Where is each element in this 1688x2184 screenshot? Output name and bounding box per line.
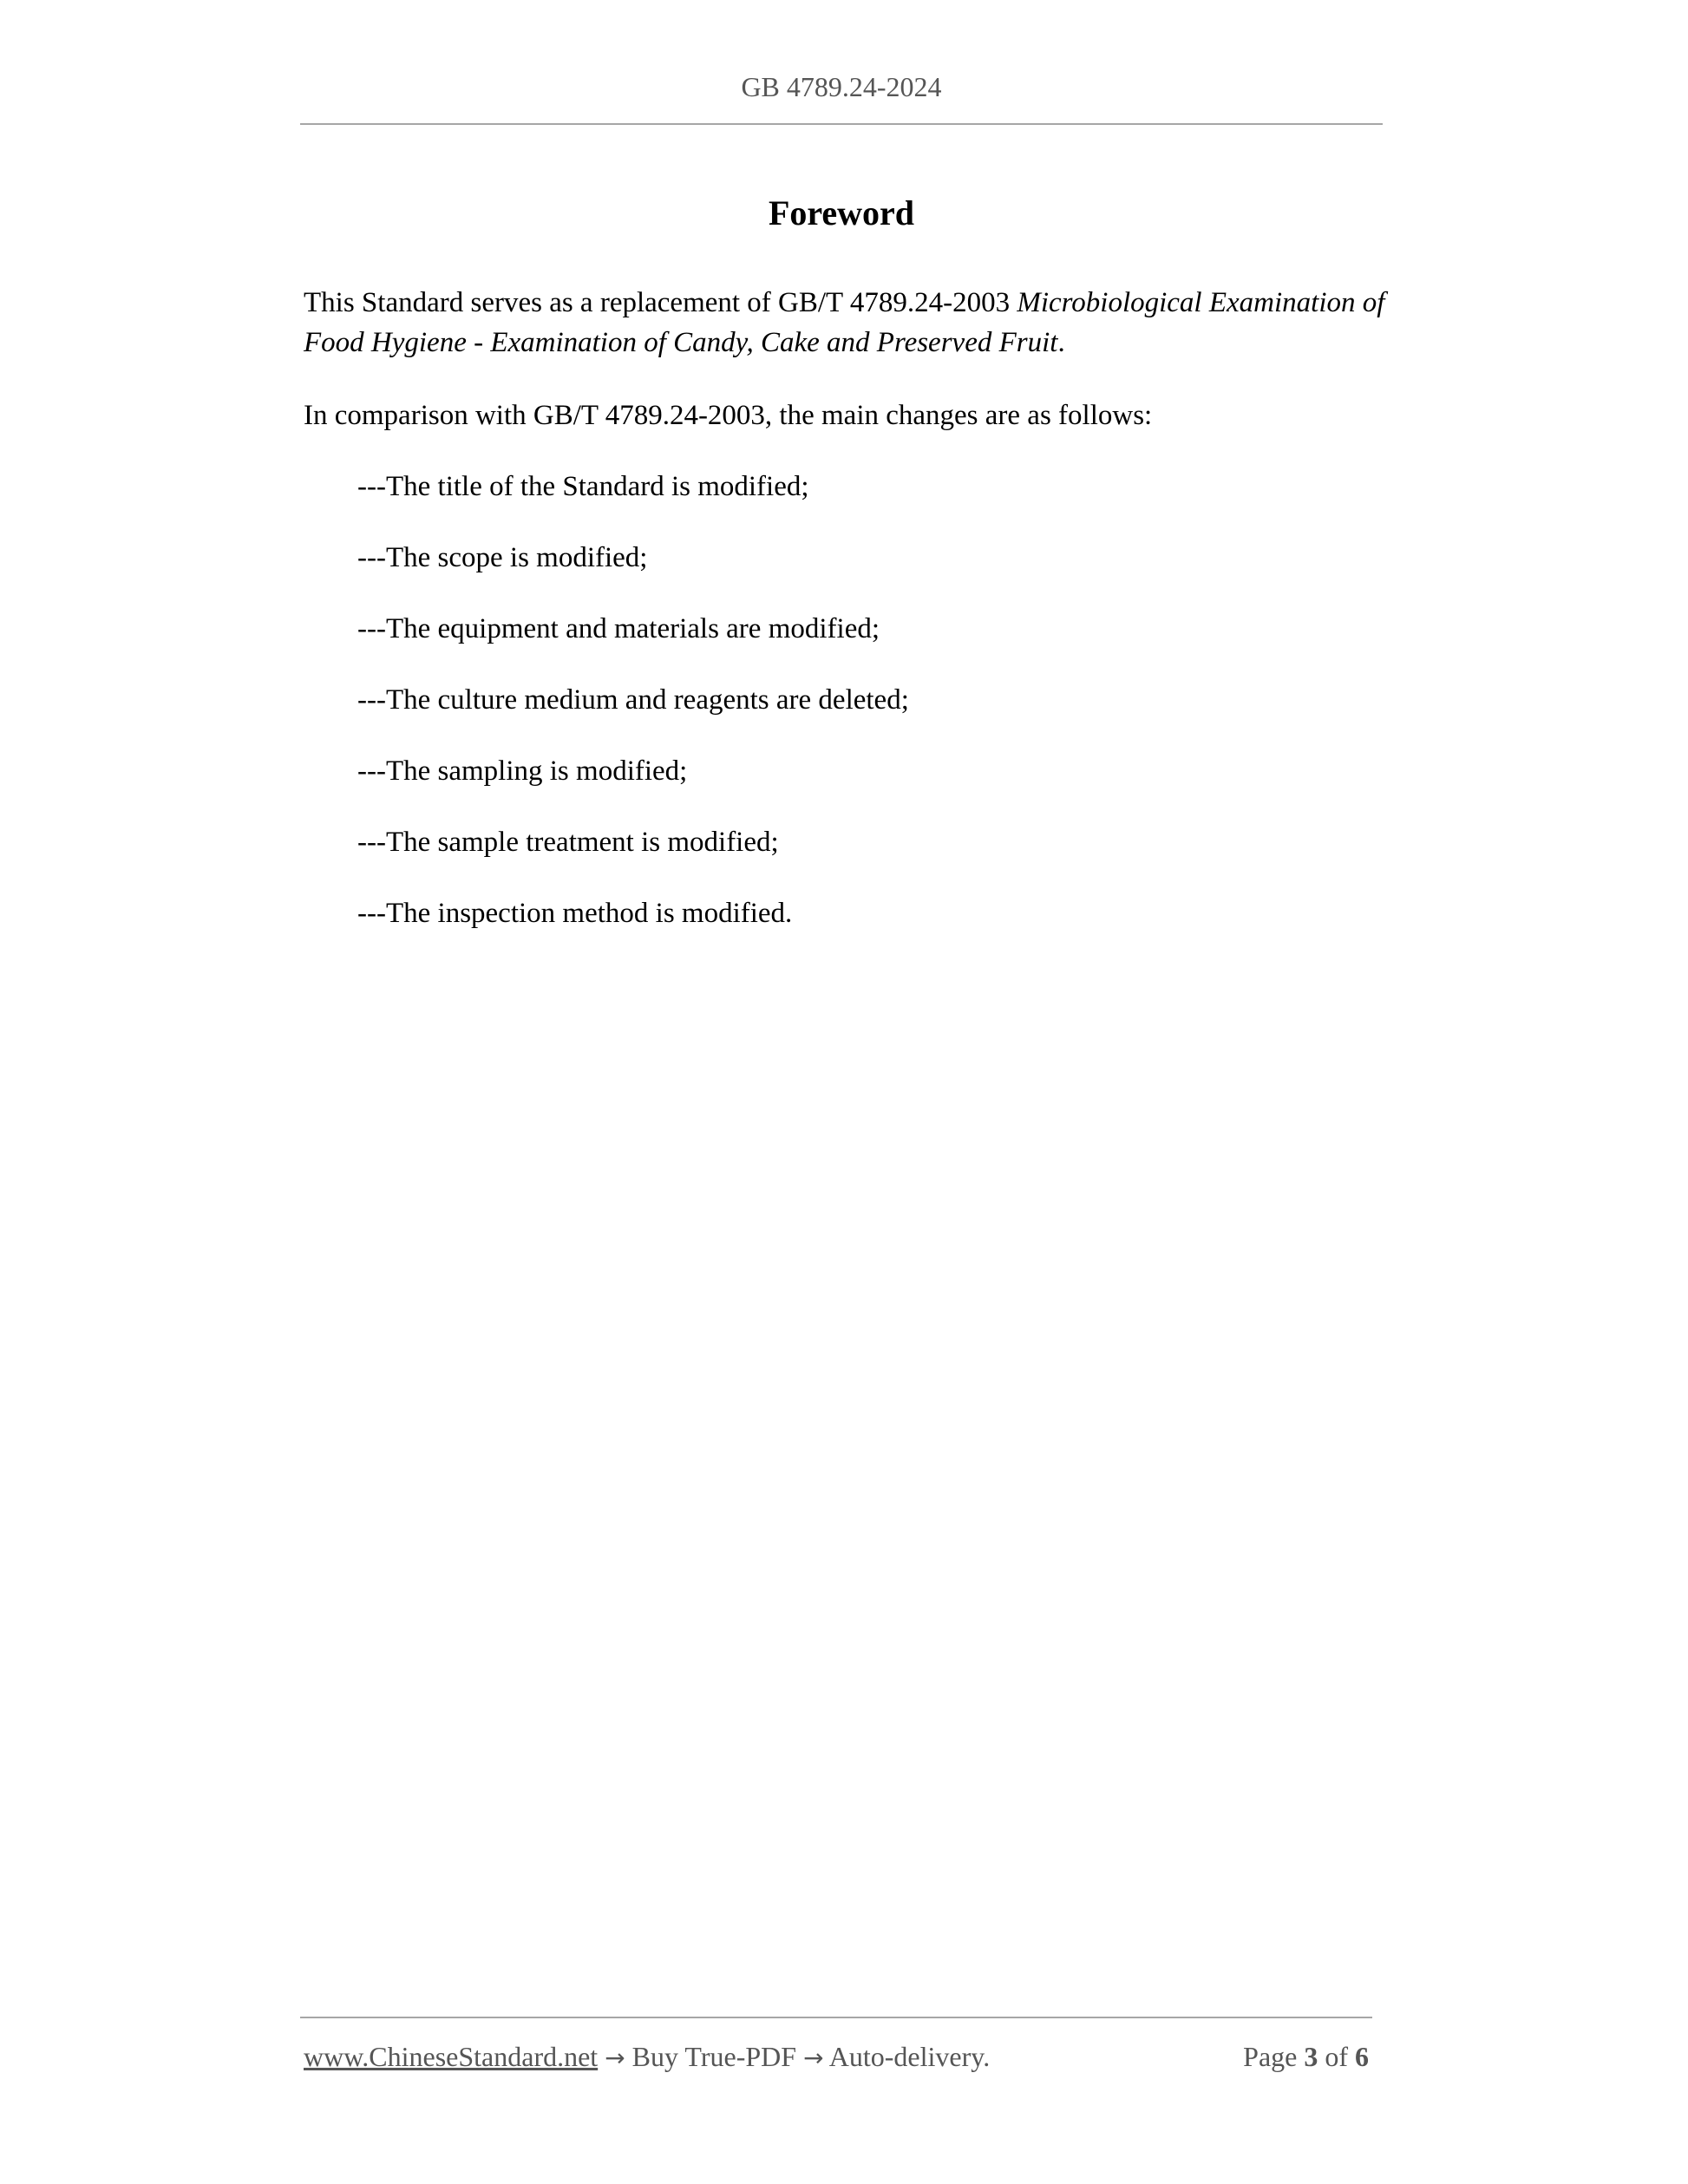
current-page: 3 — [1304, 2041, 1318, 2072]
page-number — [1243, 2037, 1369, 2076]
footer-divider — [300, 2017, 1372, 2018]
page-footer — [304, 2037, 1372, 2076]
header-divider — [300, 123, 1383, 125]
arrow-right-icon: → — [605, 2043, 625, 2072]
page-label: Page — [1243, 2041, 1305, 2072]
site-link[interactable]: www.ChineseStandard.net — [304, 2041, 599, 2072]
list-item: ---The title of the Standard is modified; — [357, 471, 809, 502]
page-of: of — [1318, 2041, 1355, 2072]
section-title: Foreword — [768, 193, 915, 232]
standard-code: GB 4789.24-2024 — [741, 71, 942, 102]
page-header — [300, 68, 1383, 106]
replaced-standard-title: Microbiological Examination of Food Hygiene - Examination of Candy, Cake and Preserved Fruit — [304, 287, 1385, 358]
footer-promo — [304, 2037, 990, 2078]
intro-text: This Standard serves as a replacement of GB/T 4789.24-2003 — [304, 287, 1017, 318]
list-item: ---The scope is modified; — [357, 542, 648, 573]
list-item: ---The inspection method is modified. — [357, 898, 793, 929]
changes-list — [357, 467, 1355, 964]
list-item: ---The equipment and materials are modified; — [357, 613, 880, 644]
arrow-right-icon: → — [803, 2043, 824, 2072]
buy-text: Buy True-PDF — [625, 2041, 804, 2072]
intro-end: . — [1057, 327, 1065, 358]
comparison-paragraph: In comparison with GB/T 4789.24-2003, the main changes are as follows: — [304, 400, 1153, 431]
list-item: ---The culture medium and reagents are deleted; — [357, 684, 909, 716]
delivery-text: Auto-delivery. — [823, 2041, 991, 2072]
list-item: ---The sampling is modified; — [357, 755, 688, 787]
total-pages: 6 — [1355, 2041, 1369, 2072]
intro-paragraph — [304, 283, 1388, 363]
list-item: ---The sample treatment is modified; — [357, 827, 779, 858]
